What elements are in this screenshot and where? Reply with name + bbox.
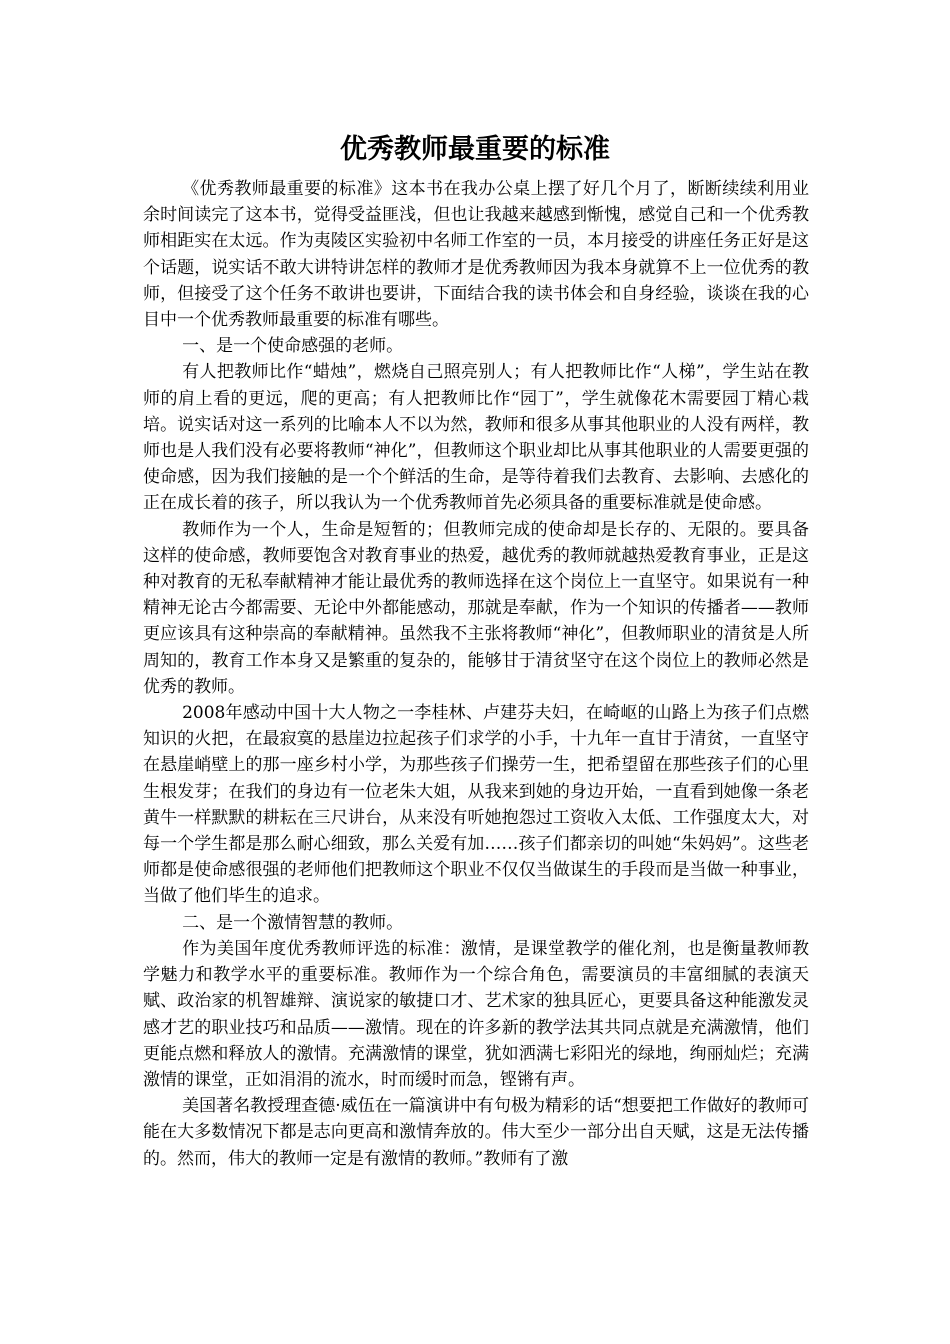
section-heading-2: 二、是一个激情智慧的教师。 — [182, 912, 404, 933]
document-title: 优秀教师最重要的标准 — [340, 134, 610, 165]
section-heading-1: 一、是一个使命感强的老师。 — [182, 336, 404, 357]
document-body — [143, 176, 809, 1172]
paragraph: 作为美国年度优秀教师评选的标准：激情，是课堂教学的催化剂，也是衡量教师教学魅力和教学水平的重要标准。教师作为一个综合角色，需要演员的丰富细腻的表演天赋、政治家的机智雄辩、演说家的敏捷口才、艺术家的独具匠心，更要具备这种能激发灵感才艺的职业技巧和品质——激情。现在的许多新的教学法其共同点就是充满激情，他们更能点燃和释放人的激情。充满激情的课堂，犹如洒满七彩阳光的绿地，绚丽灿烂；充满激情的课堂，正如涓涓的流水，时而缓时而急，铿锵有声。 — [143, 938, 809, 1090]
paragraph: 有人把教师比作“蜡烛”，燃烧自己照亮别人；有人把教师比作“人梯”，学生站在教师的肩上看的更远，爬的更高；有人把教师比作“园丁”，学生就像花木需要园丁精心栽培。说实话对这一系列的比喻本人不以为然，教师和很多从事其他职业的人没有两样，教师也是人我们没有必要将教师“神化”，但教师这个职业却比从事其他职业的人需要更强的使命感，因为我们接触的是一个个鲜活的生命，是等待着我们去教育、去影响、去感化的正在成长着的孩子，所以我认为一个优秀教师首先必须具备的重要标准就是使命感。 — [143, 362, 809, 514]
paragraph: 教师作为一个人，生命是短暂的；但教师完成的使命却是长存的、无限的。要具备这样的使命感，教师要饱含对教育事业的热爱，越优秀的教师就越热爱教育事业，正是这种对教育的无私奉献精神才能让最优秀的教师选择在这个岗位上一直坚守。如果说有一种精神无论古今都需要、无论中外都能感动，那就是奉献，作为一个知识的传播者——教师更应该具有这种崇高的奉献精神。虽然我不主张将教师“神化”，但教师职业的清贫是人所周知的，教育工作本身又是繁重的复杂的，能够甘于清贫坚守在这个岗位上的教师必然是优秀的教师。 — [143, 519, 809, 697]
paragraph: 2008年感动中国十大人物之一李桂林、卢建芬夫妇，在崎岖的山路上为孩子们点燃知识的火把，在最寂寞的悬崖边拉起孩子们求学的小手，十九年一直甘于清贫，一直坚守在悬崖峭壁上的那一座乡村小学，为那些孩子们操劳一生，把希望留在那些孩子们的心里生根发芽；在我们的身边有一位老朱大姐，从我来到她的身边开始，一直看到她像一条老黄牛一样默默的耕耘在三尺讲台，从来没有听她抱怨过工资收入太低、工作强度太大，对每一个学生都是那么耐心细致，那么关爱有加……孩子们都亲切的叫她“朱妈妈”。这些老师都是使命感很强的老师他们把教师这个职业不仅仅当做谋生的手段而是当做一种事业，当做了他们毕生的追求。 — [143, 703, 809, 907]
paragraph: 美国著名教授理查德·威伍在一篇演讲中有句极为精彩的话“想要把工作做好的教师可能在大多数情况下都是志向更高和激情奔放的。伟大至少一部分出自天赋，这是无法传播的。然而，伟大的教师一定是有激情的教师。”教师有了激 — [143, 1096, 809, 1169]
paragraph-intro: 《优秀教师最重要的标准》这本书在我办公桌上摆了好几个月了，断断续续利用业余时间读完了这本书，觉得受益匪浅，但也让我越来越感到惭愧，感觉自己和一个优秀教师相距实在太远。作为夷陵区实验初中名师工作室的一员，本月接受的讲座任务正好是这个话题，说实话不敢大讲特讲怎样的教师才是优秀教师因为我本身就算不上一位优秀的教师，但接受了这个任务不敢讲也要讲，下面结合我的读书体会和自身经验，谈谈在我的心目中一个优秀教师最重要的标准有哪些。 — [143, 179, 809, 331]
